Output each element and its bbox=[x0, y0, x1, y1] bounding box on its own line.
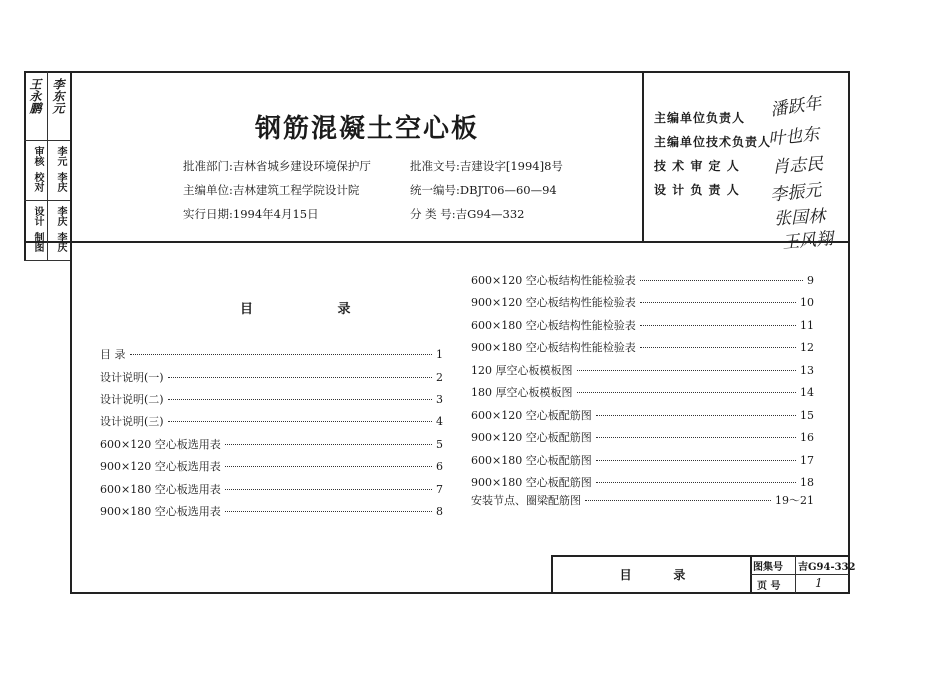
signature-designer: 李振元 bbox=[769, 180, 823, 206]
side-signature-1: 王永鹏 bbox=[28, 78, 42, 114]
signature-tech-chief: 叶也东 bbox=[767, 124, 821, 150]
unified-number: 统一编号:DBJT06—60—94 bbox=[410, 183, 557, 197]
side-name-2: 李庆 bbox=[55, 172, 66, 192]
page-number-value: 1 bbox=[815, 576, 823, 590]
toc-right-row: 安装节点、圈梁配筋图 19～21 bbox=[471, 494, 814, 507]
atlas-number-value: 吉G94-332 bbox=[798, 562, 856, 573]
toc-right-row: 900×180 空心板配筋图 18 bbox=[471, 476, 814, 489]
side-signature-2: 李东元 bbox=[51, 78, 65, 114]
toc-left-row: 设计说明(三) 4 bbox=[100, 415, 443, 428]
effective-date: 实行日期:1994年4月15日 bbox=[183, 207, 319, 221]
classification-number: 分 类 号:吉G94—332 bbox=[410, 207, 525, 221]
toc-left-row: 目 录 1 bbox=[100, 348, 443, 361]
toc-heading: 目 录 bbox=[240, 302, 391, 317]
signature-chief-editor: 潘跃年 bbox=[769, 93, 823, 121]
toc-right-row: 180 厚空心板模板图 14 bbox=[471, 386, 814, 399]
staff-role-reviewer: 技 术 审 定 人 bbox=[654, 159, 740, 173]
titleblock-name: 目 录 bbox=[619, 568, 686, 582]
toc-right-row: 900×120 空心板配筋图 16 bbox=[471, 431, 814, 444]
toc-left-row: 900×120 空心板选用表 6 bbox=[100, 460, 443, 473]
toc-right-row: 120 厚空心板模板图 13 bbox=[471, 364, 814, 377]
toc-right-row: 600×180 空心板结构性能检验表 11 bbox=[471, 319, 814, 332]
editor-unit: 主编单位:吉林建筑工程学院设计院 bbox=[183, 183, 360, 197]
approve-department: 批准部门:吉林省城乡建设环境保护厅 bbox=[183, 159, 371, 173]
side-name-3: 李庆 bbox=[55, 206, 66, 226]
signature-reviewer: 肖志民 bbox=[771, 154, 824, 178]
signature-extra-2: 王风翔 bbox=[781, 228, 834, 254]
toc-right-row: 900×120 空心板结构性能检验表 10 bbox=[471, 296, 814, 309]
staff-role-tech-chief: 主编单位技术负责人 bbox=[654, 135, 772, 149]
side-role-4: 制图 bbox=[32, 232, 43, 252]
staff-role-chief-editor: 主编单位负责人 bbox=[654, 111, 746, 125]
staff-role-designer: 设 计 负 责 人 bbox=[654, 183, 740, 197]
document-title: 钢筋混凝土空心板 bbox=[255, 114, 480, 144]
side-role-2: 校对 bbox=[32, 172, 43, 192]
toc-left-row: 600×120 空心板选用表 5 bbox=[100, 438, 443, 451]
toc-right-row: 600×120 空心板结构性能检验表 9 bbox=[471, 274, 814, 287]
toc-right-row: 600×120 空心板配筋图 15 bbox=[471, 409, 814, 422]
toc-left-row: 设计说明(二) 3 bbox=[100, 393, 443, 406]
toc-left-row: 设计说明(一) 2 bbox=[100, 371, 443, 384]
side-role-3: 设计 bbox=[32, 206, 43, 226]
toc-right-row: 600×180 空心板配筋图 17 bbox=[471, 454, 814, 467]
page-number-label: 页 号 bbox=[757, 581, 781, 592]
side-name-4: 李庆 bbox=[55, 232, 66, 252]
toc-left-row: 600×180 空心板选用表 7 bbox=[100, 483, 443, 496]
approve-document-number: 批准文号:吉建设字[1994]8号 bbox=[410, 159, 563, 173]
toc-left-row: 900×180 空心板选用表 8 bbox=[100, 505, 443, 518]
toc-right-row: 900×180 空心板结构性能检验表 12 bbox=[471, 341, 814, 354]
side-name-1: 李元 bbox=[55, 146, 66, 166]
signature-extra-1: 张国林 bbox=[773, 206, 826, 230]
side-role-1: 审核 bbox=[32, 146, 43, 166]
atlas-number-label: 图集号 bbox=[753, 562, 783, 573]
